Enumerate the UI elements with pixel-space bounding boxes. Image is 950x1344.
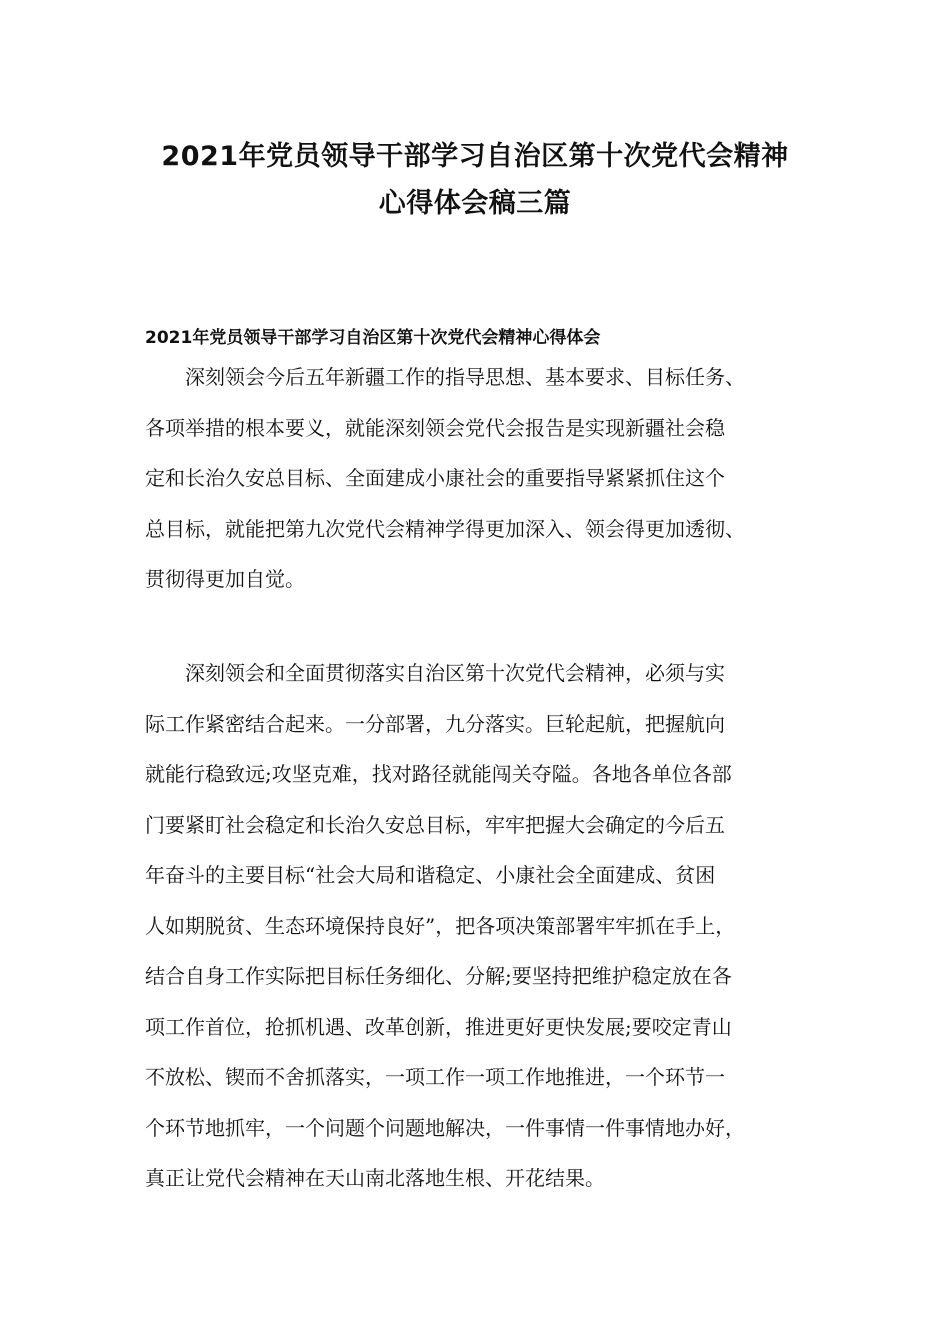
paragraph-line: 各项举措的根本要义，就能深刻领会党代会报告是实现新疆社会稳 — [145, 415, 725, 440]
paragraph-line: 项工作首位，抢抓机遇、改革创新，推进更好更快发展;要咬定青山 — [145, 1014, 732, 1039]
section-heading: 2021年党员领导干部学习自治区第十次党代会精神心得体会 — [145, 328, 601, 348]
paragraph-line: 年奋斗的主要目标“社会大局和谐稳定、小康社会全面建成、贫困 — [145, 863, 716, 887]
paragraph-line: 人如期脱贫、生态环境保持良好”，把各项决策部署牢牢抓在手上， — [145, 913, 736, 938]
paragraph-line: 就能行稳致远;攻坚克难，找对路径就能闯关夺隘。各地各单位各部 — [145, 762, 732, 786]
paragraph-line: 门要紧盯社会稳定和长治久安总目标，牢牢把握大会确定的今后五 — [145, 812, 725, 837]
paragraph-line: 不放松、锲而不舍抓落实，一项工作一项工作地推进，一个环节一 — [145, 1065, 725, 1089]
paragraph-line: 深刻领会和全面贯彻落实自治区第十次党代会精神，必须与实 — [185, 661, 725, 685]
paragraph-line: 总目标，就能把第九次党代会精神学得更加深入、领会得更加透彻、 — [145, 516, 745, 541]
paragraph-line: 际工作紧密结合起来。一分部署，九分落实。巨轮起航，把握航向 — [145, 711, 725, 736]
document-title-line-1: 2021年党员领导干部学习自治区第十次党代会精神 — [161, 141, 789, 172]
document-title-line-2: 心得体会稿三篇 — [378, 188, 572, 219]
paragraph-1 — [145, 352, 825, 605]
paragraph-line: 真正让党代会精神在天山南北落地生根、开花结果。 — [145, 1166, 605, 1190]
paragraph-line: 深刻领会今后五年新疆工作的指导思想、基本要求、目标任务、 — [185, 365, 745, 389]
paragraph-line: 定和长治久安总目标、全面建成小康社会的重要指导紧紧抓住这个 — [145, 466, 725, 490]
paragraph-line: 贯彻得更加自觉。 — [145, 567, 305, 591]
paragraph-2 — [145, 648, 825, 1204]
paragraph-line: 结合自身工作实际把目标任务细化、分解;要坚持把维护稳定放在各 — [145, 964, 732, 988]
paragraph-line: 个环节地抓牢，一个问题个问题地解决，一件事情一件事情地办好， — [145, 1115, 745, 1140]
